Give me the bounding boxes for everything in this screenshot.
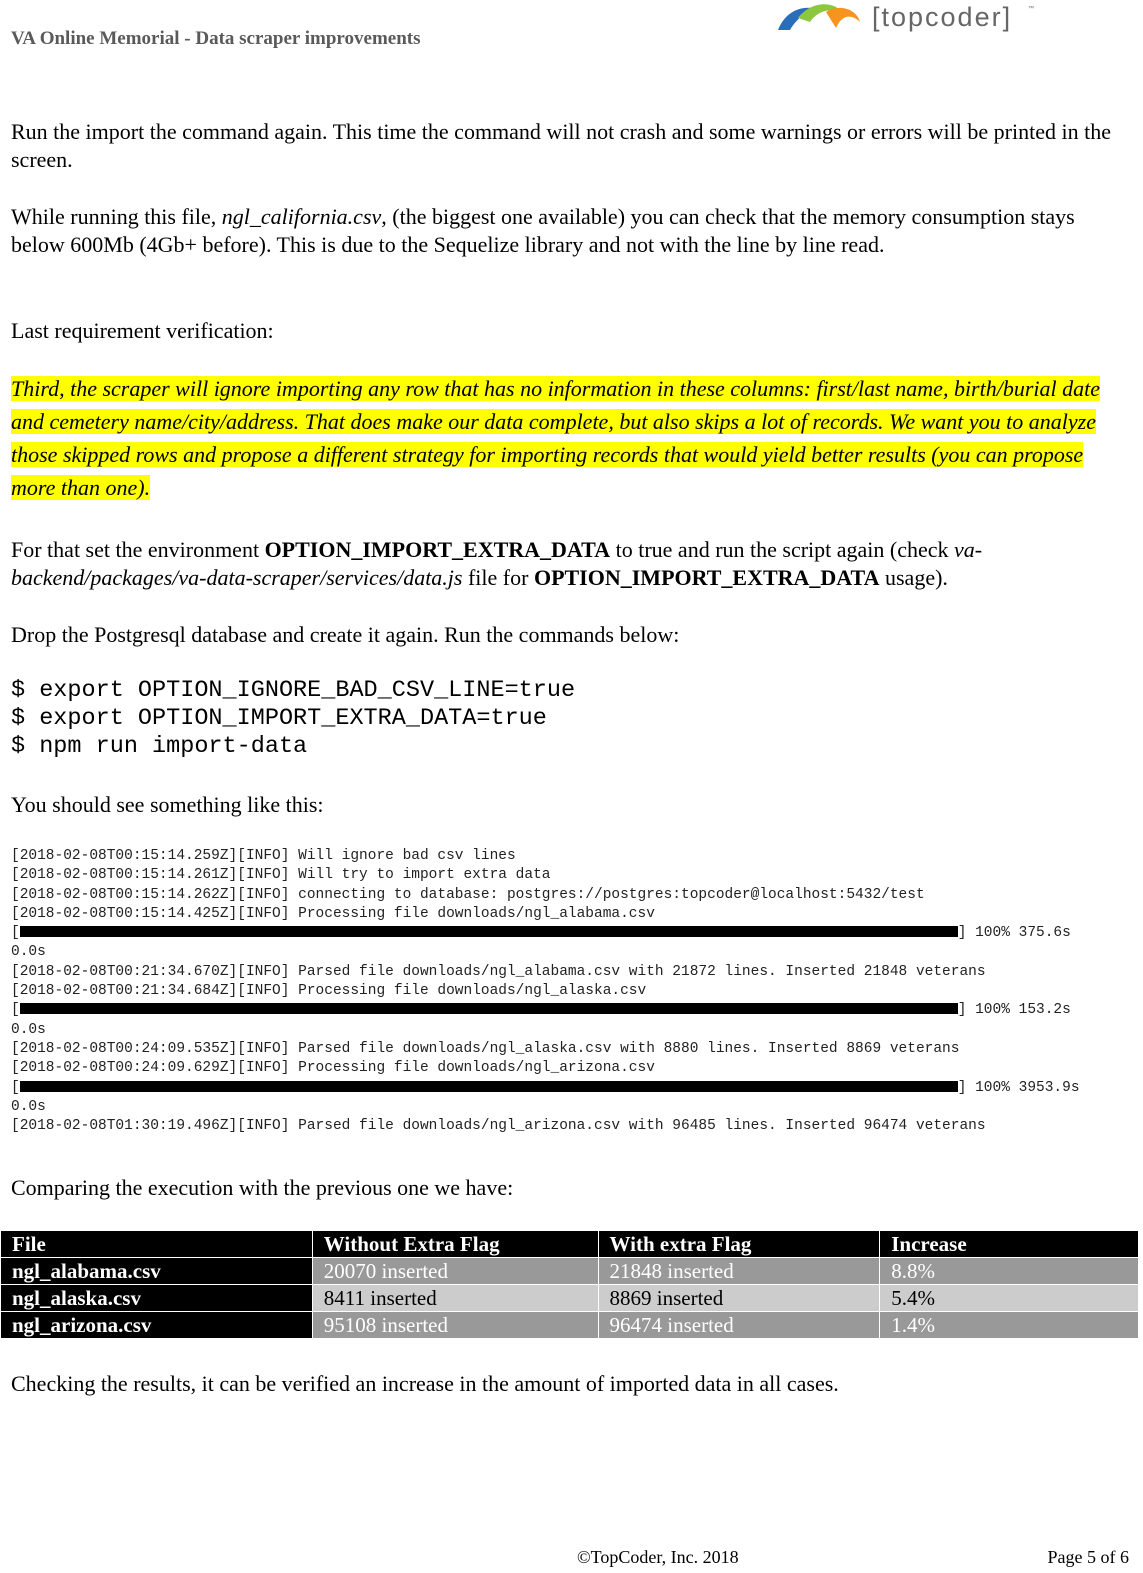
increase-cell: 8.8% (880, 1258, 1139, 1285)
paragraph-run-import: Run the import the command again. This time the command will not crash and some warnings or errors will be printed in the screen. (11, 119, 1111, 172)
progress-bar-fill (20, 926, 958, 937)
paragraph-comparing: Comparing the execution with the previous one we have: (11, 1175, 514, 1200)
column-header-file: File (1, 1231, 313, 1258)
highlighted-requirement (11, 372, 1131, 504)
footer-copyright: ©TopCoder, Inc. 2018 (577, 1547, 739, 1567)
without-flag-cell: 20070 inserted (312, 1258, 598, 1285)
comparison-table (0, 1230, 1139, 1339)
log-line: [2018-02-08T00:15:14.262Z][INFO] connecting to database: postgres://postgres:topcoder@localhost:5432/test (11, 886, 925, 903)
with-flag-cell: 21848 inserted (598, 1258, 880, 1285)
progress-eta: 0.0s (11, 1021, 46, 1038)
command-line-1: $ export OPTION_IGNORE_BAD_CSV_LINE=true (11, 677, 576, 704)
log-line: [2018-02-08T00:15:14.261Z][INFO] Will try to import extra data (11, 867, 551, 884)
progress-bar-tail: ] 100% 153.2s (957, 1002, 1071, 1019)
column-header-increase: Increase (880, 1231, 1139, 1258)
footer-page-number: Page 5 of 6 (1047, 1547, 1129, 1567)
p4-part-c: file for (462, 565, 534, 590)
paragraph-last-requirement: Last requirement verification: (11, 318, 274, 343)
p4-part-b: to true and run the script again (check (610, 537, 955, 562)
p4-part-d: usage). (879, 565, 948, 590)
topcoder-logo-text: [topcoder] (872, 2, 1013, 32)
p4-part-a: For that set the environment (11, 537, 265, 562)
table-row (1, 1285, 1139, 1312)
document-header-title: VA Online Memorial - Data scraper improvements (11, 28, 421, 49)
table-row (1, 1312, 1139, 1339)
progress-bar-tail: ] 100% 375.6s (957, 925, 1071, 942)
log-line: [2018-02-08T00:24:09.629Z][INFO] Processing file downloads/ngl_arizona.csv (11, 1060, 655, 1077)
flag-name-1: OPTION_IMPORT_EXTRA_DATA (264, 537, 611, 562)
highlighted-requirement-text: Third, the scraper will ignore importing any row that has no information in these columns: first/last name, birth/burial date and cemetery name/city/address. That does make our data complete, but also skips a lot of records. We want you to analyze those skipped rows and propose a different strategy for importing records that would yield better results (you can propose more than one). (11, 376, 1101, 500)
log-line: [2018-02-08T00:24:09.535Z][INFO] Parsed file downloads/ngl_alaska.csv with 8880 lines. Inserted 8869 veterans (11, 1040, 960, 1057)
paragraph-conclusion: Checking the results, it can be verified an increase in the amount of imported data in all cases. (11, 1371, 839, 1396)
with-flag-cell: 8869 inserted (598, 1285, 880, 1312)
log-line: [2018-02-08T00:21:34.684Z][INFO] Processing file downloads/ngl_alaska.csv (11, 983, 647, 1000)
log-line: [2018-02-08T00:15:14.425Z][INFO] Processing file downloads/ngl_alabama.csv (11, 905, 655, 922)
progress-bar-open: [ (11, 1002, 20, 1019)
paragraph-see-output: You should see something like this: (11, 792, 324, 817)
progress-eta: 0.0s (11, 944, 46, 961)
progress-bar-fill (20, 1081, 958, 1092)
without-flag-cell: 95108 inserted (312, 1312, 598, 1339)
progress-bar-fill (20, 1003, 958, 1014)
flag-name-2: OPTION_IMPORT_EXTRA_DATA (533, 565, 880, 590)
log-line: [2018-02-08T00:15:14.259Z][INFO] Will ignore bad csv lines (11, 848, 516, 864)
increase-cell: 5.4% (880, 1285, 1139, 1312)
table-header-row (1, 1231, 1139, 1258)
column-header-with-flag: With extra Flag (598, 1231, 880, 1258)
paragraph-extra-data (11, 536, 1131, 592)
paragraph-drop-db: Drop the Postgresql database and create it again. Run the commands below: (11, 622, 680, 647)
file-path: va-backend/packages/va-data-scraper/services/data.js (11, 537, 983, 590)
increase-cell: 1.4% (880, 1312, 1139, 1339)
file-cell: ngl_alaska.csv (1, 1285, 313, 1312)
progress-bar-open: [ (11, 925, 20, 942)
command-line-3: $ npm run import-data (11, 733, 308, 760)
progress-eta: 0.0s (11, 1098, 46, 1115)
paragraph-memory (11, 203, 1131, 259)
trademark-mark: ™ (1028, 6, 1034, 12)
paragraph-memory-after: , (the biggest one available) you can check that the memory consumption stays below 600Mb (4Gb+ before). This is due to the Sequelize library and not with the line by line read. (11, 204, 1075, 257)
progress-bar-open: [ (11, 1079, 20, 1096)
with-flag-cell: 96474 inserted (598, 1312, 880, 1339)
file-cell: ngl_arizona.csv (1, 1312, 313, 1339)
topcoder-logo (776, 0, 1036, 40)
log-line: [2018-02-08T00:21:34.670Z][INFO] Parsed file downloads/ngl_alabama.csv with 21872 lines. Inserted 21848 veterans (11, 963, 986, 980)
file-cell: ngl_alabama.csv (1, 1258, 313, 1285)
topcoder-logo-mark-icon (776, 0, 866, 36)
command-line-2: $ export OPTION_IMPORT_EXTRA_DATA=true (11, 705, 547, 732)
table-row (1, 1258, 1139, 1285)
progress-bar-tail: ] 100% 3953.9s (957, 1079, 1080, 1096)
console-log (11, 847, 1080, 1136)
without-flag-cell: 8411 inserted (312, 1285, 598, 1312)
column-header-without-flag: Without Extra Flag (312, 1231, 598, 1258)
log-line: [2018-02-08T01:30:19.496Z][INFO] Parsed file downloads/ngl_arizona.csv with 96485 lines. Inserted 96474 veterans (11, 1118, 986, 1135)
paragraph-memory-before: While running this file, (11, 204, 222, 229)
filename-california: ngl_california.csv (221, 204, 382, 229)
